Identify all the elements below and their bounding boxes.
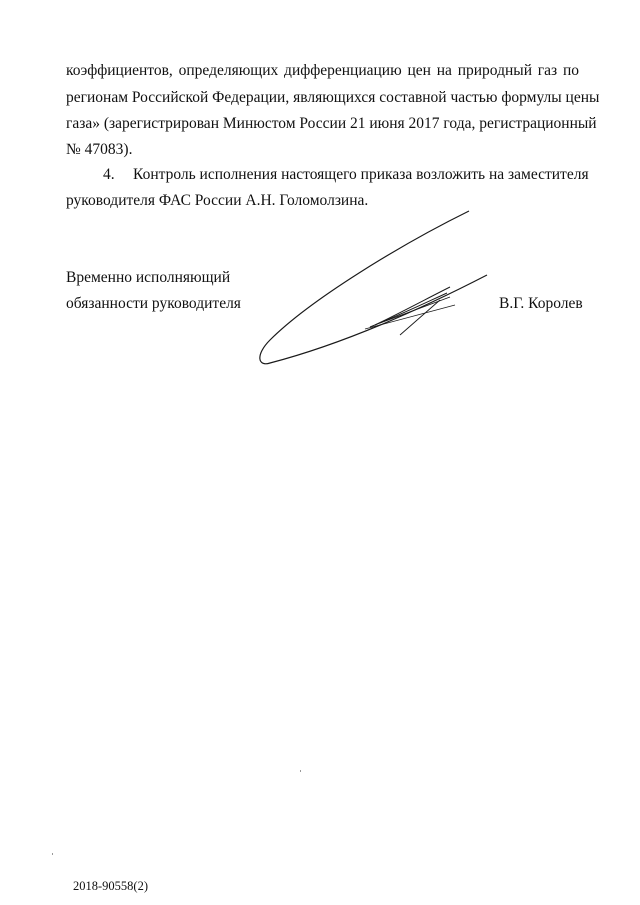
- paragraph-line-2: регионам Российской Федерации, являющихся составной частью формулы цены: [66, 89, 600, 106]
- handwritten-signature: [250, 205, 490, 375]
- signatory-name: В.Г. Королев: [499, 295, 583, 312]
- paragraph-line-4: № 47083).: [66, 141, 133, 158]
- document-number: 2018-90558(2): [73, 879, 148, 893]
- signatory-title-line-1: Временно исполняющий: [66, 269, 231, 286]
- item-4-line-1: Контроль исполнения настоящего приказа возложить на заместителя: [133, 166, 589, 183]
- signatory-title-line-2: обязанности руководителя: [66, 295, 241, 312]
- scan-speck: [300, 770, 301, 772]
- paragraph-line-3: газа» (зарегистрирован Минюстом России 21 июня 2017 года, регистрационный: [66, 115, 597, 132]
- scan-speck: [52, 853, 53, 855]
- item-number: 4.: [103, 166, 115, 183]
- paragraph-line-1: коэффициентов, определяющих дифференциацию цен на природный газ по: [66, 62, 579, 79]
- item-4-line-2: руководителя ФАС России А.Н. Голомолзина.: [66, 192, 369, 209]
